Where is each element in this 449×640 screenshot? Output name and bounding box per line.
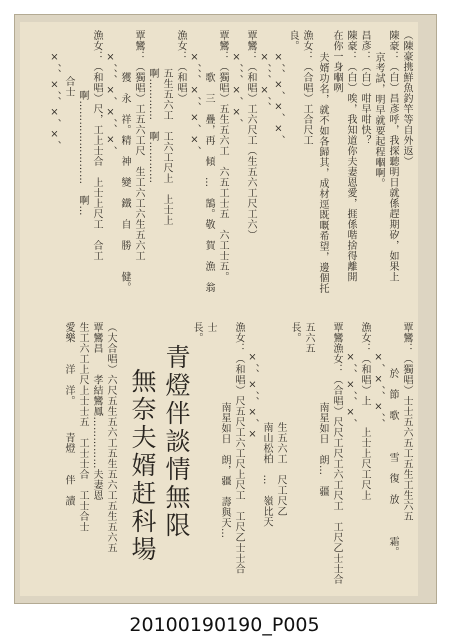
text-column: 歌 三 疊，再 傾 … 鵠。敬 賀 漁 翁 (203, 72, 214, 293)
text-column: 士 (205, 322, 216, 333)
text-column: 覃鸞昌 孝結鸞鳳……………夫妻恩 (91, 322, 102, 501)
text-column: 生五六工 尺工尺乙 (275, 422, 286, 517)
text-column: ×、、、×、、×、×、 (189, 52, 200, 157)
text-column: 覃鸞：（獨唱）五生五六工 六五工士五 六工士五。 (217, 30, 228, 282)
text-column: 愛樂 洋 洋。 青燈 伴 讀 (63, 322, 74, 506)
text-column: ×、、、×、×、 (231, 52, 242, 129)
text-column: 覃鸞：（和唱）工六尺工（生五六工尺工六） (245, 30, 256, 240)
text-column: ×、、×、、×、×、 (49, 52, 60, 151)
text-column: ×、、、×、×、、×、 (105, 52, 116, 157)
text-column: 在你一身嗰咧 (331, 30, 342, 93)
text-column: 陳豪：（白）唉，我知道你夫妻恩愛，捱係喈捨得離開 (345, 30, 356, 282)
text-column: 漁女：（和唱）尺五尺工六工尺上尺工 工尺乙士士合 (233, 322, 244, 574)
text-column: ×、、×、×、×、 (273, 52, 284, 146)
text-column: 生工六工上尺上士士五 工士士合 工士合士 (77, 322, 88, 532)
text-column: ×、、×、、×、× (247, 352, 258, 441)
text-column: 漁女：（和唱）上 上士上尺工尺上 (359, 322, 370, 501)
text-column: 京考試，明早就要起程嗰啊。 (373, 52, 384, 189)
text-column: ×、×、、×、、 (373, 352, 384, 429)
text-column: （陳豪携鮮魚釣竿等自外返） (401, 30, 412, 167)
text-column: 長。 (289, 322, 300, 343)
document-page (20, 22, 418, 596)
text-column: 長。 (191, 322, 202, 343)
text-column: 合士 (63, 76, 74, 97)
text-column: 於 節 歌 雪 復 放 霜。 (387, 368, 398, 557)
text-column: 五六五 (303, 322, 314, 354)
text-column: （大合唱）六尺五生五六工五生五六工五生五六五 (105, 322, 116, 553)
text-column: 昌彥：（白）咁早咁快？ (359, 30, 370, 146)
text-column: 漁女：（合唱）工合尺工 (301, 30, 312, 146)
text-column: 獲 永 祥。精 神 變 鐵 自 勝 健。 (119, 72, 130, 293)
text-column: 南山松柏 … 嶺比天 (261, 422, 272, 527)
text-column: 覃鸞：（獨唱）工五六工尺 生工六工六生五六工 (133, 30, 144, 261)
text-column: 五生五六工 工六工尺上 上士上 (161, 68, 172, 226)
text-column: 南星如日 朗… 疆 (317, 402, 328, 497)
text-column: 陳豪：（白）昌彥呼，我探聽明日就係趕期矽，如果上 (387, 30, 398, 282)
calligraphy-title-line: 無奈夫婿赶科場 (128, 368, 157, 564)
text-column: 漁女：（和唱） (175, 30, 186, 104)
calligraphy-title-line: 青燈伴談情無限 (162, 344, 191, 540)
text-column: ×、、×、、×、 (345, 352, 356, 429)
text-column: 啊………… 啊………… (147, 68, 158, 184)
text-column: 良。 (287, 30, 298, 51)
text-column: ×、、、×、、 (259, 52, 270, 113)
text-column: 啊…………………… 啊… (77, 90, 88, 216)
text-column: 夫婿功名，就不如各歸其，成材逕既嘅希望，邊個托 (317, 52, 328, 294)
text-column: 南星如日 朗，疆 壽與天… (219, 402, 230, 539)
image-id-caption: 20100190190_P005 (129, 614, 320, 636)
text-column: 漁女：（和唱）尺，工上士合 上士上尺工 合工 (91, 30, 102, 261)
text-column: 覃鸞漁女：（合唱）尺尺工尺工六工尺工 工尺乙士士合 (331, 322, 342, 585)
text-column: 覃鸞：（獨唱）士士五六五工五生工生六五 (401, 322, 412, 522)
